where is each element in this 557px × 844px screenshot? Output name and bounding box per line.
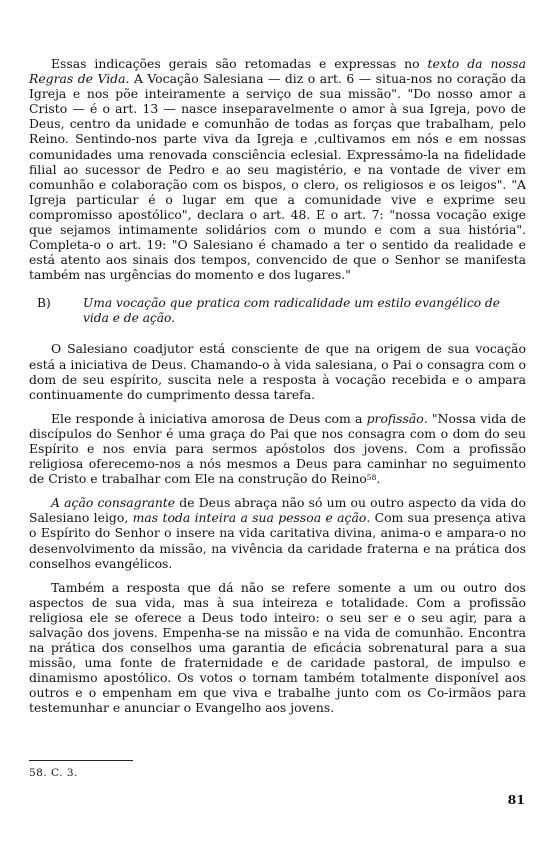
body-text bbox=[29, 56, 526, 725]
paragraph-3-text-d: . bbox=[376, 471, 381, 487]
paragraph-4-text-b: de Deus abraça não só um ou outro aspecto da vida do Salesiano leigo, bbox=[29, 495, 526, 526]
footnote: 58. C. 3. bbox=[29, 767, 78, 779]
footnote-divider bbox=[29, 760, 133, 761]
paragraph-4 bbox=[29, 495, 526, 570]
page-number: 81 bbox=[507, 792, 525, 807]
paragraph-1 bbox=[29, 56, 526, 282]
paragraph-4-italic-c: mas toda inteira a sua pessoa e ação bbox=[132, 510, 367, 526]
section-title: Uma vocação que pratica com radicalidade um estilo evangélico de vida e de ação. bbox=[83, 296, 500, 326]
paragraph-2: O Salesiano coadjutor está consciente de que na origem de sua vocação está a iniciativa de Deus. Chamando-o à vida salesiana, o Pai o consagra com o dom de seu espírito, suscita nele a resposta à vocação recebida e o ampara continuamente do cumprimento dessa tarefa. bbox=[29, 341, 526, 402]
paragraph-3-text-a: Ele responde à iniciativa amorosa de Deus com a bbox=[51, 410, 367, 426]
paragraph-3-text-c: . "Nossa vida de discípulos do Senhor é uma graça do Pai que nos consagra com o dom do seu Espírito e nos envia para sermos apóstolos dos jovens. Com a profissão religiosa oferecemo-nos a nós mesmos a Deus para caminhar no seguimento de Cristo e trabalhar com Ele na construção do Reino bbox=[29, 410, 526, 487]
paragraph-4-italic-a: A ação consagrante bbox=[51, 495, 176, 511]
paragraph-5: Também a resposta que dá não se refere somente a um ou outro dos aspectos de sua vida, mas à sua inteireza e totalidade. Com a profissão religiosa ele se oferece a Deus todo inteiro: o seu ser e o seu agir, para a salvação dos jovens. Empenha-se na missão e na vida de comunhão. Encontra na prática dos conselhos uma garantia de eficácia sobrenatural para a sua missão, uma fonte de fraternidade e de caridade pastoral, de impulso e dinamismo apostólico. Os votos o tornam também totalmente disponível aos outros e o empenham em que viva e trabalhe junto com os Co-irmãos para testemunhar e anunciar o Evangelho aos jovens. bbox=[29, 579, 526, 716]
paragraph-1-text-a: Essas indicações gerais são retomadas e expressas no bbox=[51, 56, 428, 71]
section-heading bbox=[29, 296, 526, 326]
paragraph-3 bbox=[29, 411, 526, 486]
section-letter: B) bbox=[37, 296, 51, 311]
footnote-ref[interactable]: 58 bbox=[366, 473, 377, 483]
paragraph-1-text-c: . A Vocação Salesiana — diz o art. 6 — situa-nos no coração da Igreja e nos põe inteiramente a serviço de sua missão". "Do nosso amor a Cristo — é o art. 13 — nasce inseparavelmente o amor à sua Igreja, povo de Deus, centro da unidade e comunhão de todas as forças que trabalham, pelo Reino. Sentindo-nos parte viva da Igreja e ,cultivamos em nós e em nossas comunidades uma renovada consciência eclesial. Expressámo-la na fidelidade filial ao sucessor de Pedro e ao seu magistério, e na vontade de viver em comunhão e colaboração com os bispos, o clero, os religiosos e os leigos". "A Igreja particular é o lugar em que a comunidade vive e exprime seu compromisso apostólico", declara o art. 48. E o art. 7: "nossa vocação exige que sejamos intimamente solidários com o mundo e com a sua história". Completa-o o art. 19: "O Salesiano é chamado a ter o sentido da realidade e está atento aos sinais dos tempos, convencido de que o Senhor se manifesta também nas urgências do momento e dos lugares." bbox=[29, 71, 526, 283]
paragraph-3-italic: profissão bbox=[366, 410, 424, 426]
paragraph-4-text-d: . Com sua presença ativa o Espírito do Senhor o insere na vida caritativa divina, anima-o e ampara-o no desenvolvimento da missão, na vivência da caridade fraterna e na prática dos conselhos evangélicos. bbox=[29, 510, 526, 571]
paragraph-1-italic: texto da nossa Regras de Vida bbox=[29, 56, 526, 87]
